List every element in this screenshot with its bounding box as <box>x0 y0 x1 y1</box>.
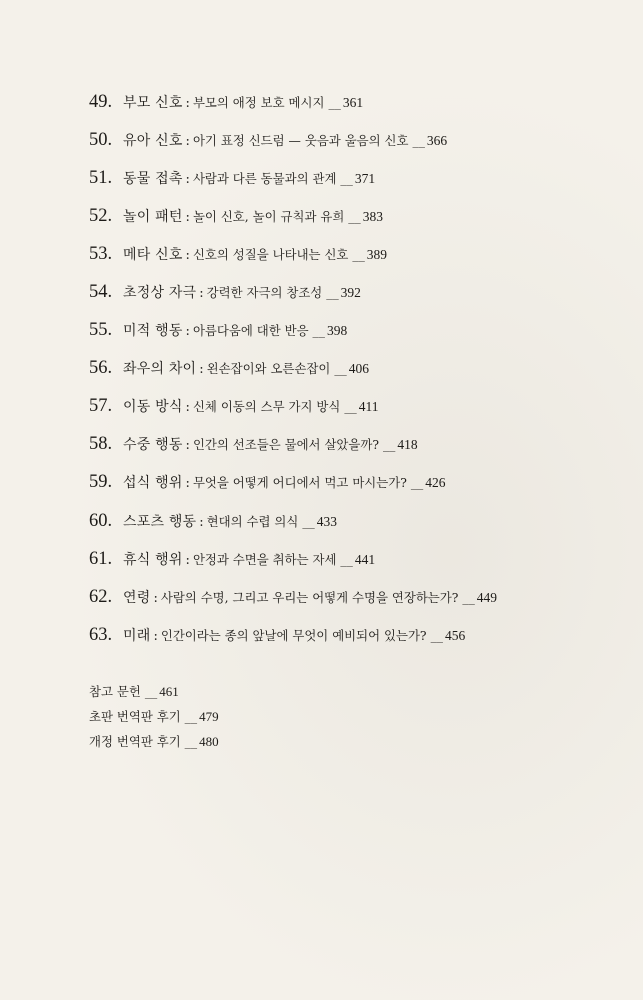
leader: __ <box>184 734 198 749</box>
page-number: 361 <box>342 95 364 110</box>
toc-entry <box>89 587 619 625</box>
leader: __ <box>412 133 425 149</box>
chapter-number: 51. <box>89 168 113 189</box>
page-number: 371 <box>354 171 376 187</box>
chapter-subtitle: 부모의 애정 보호 메시지 <box>192 95 325 110</box>
chapter-title: 초정상 자극 <box>123 285 197 302</box>
chapter-subtitle: 아름다움에 대한 반응 <box>192 323 309 339</box>
back-matter-item <box>89 707 219 732</box>
toc-entry <box>89 130 619 168</box>
chapter-title: 놀이 패턴 <box>123 209 183 226</box>
colon: : <box>185 476 190 492</box>
colon: : <box>185 324 190 340</box>
colon: : <box>185 552 190 568</box>
colon: : <box>185 210 190 226</box>
chapter-subtitle: 사람의 수명, 그리고 우리는 어떻게 수명을 연장하는가? <box>160 589 459 605</box>
toc-entry <box>89 358 619 396</box>
leader: __ <box>348 209 361 225</box>
chapter-subtitle: 왼손잡이와 오른손잡이 <box>206 361 331 377</box>
leader: __ <box>344 399 357 415</box>
chapter-title: 스포츠 행동 <box>123 513 197 530</box>
chapter-title: 수중 행동 <box>123 437 183 454</box>
colon: : <box>185 172 190 188</box>
colon: : <box>153 628 158 644</box>
back-matter-item <box>89 732 219 757</box>
page-number: 433 <box>316 513 337 529</box>
back-matter-label: 개정 번역판 후기 <box>89 734 181 749</box>
leader: __ <box>462 589 475 605</box>
colon: : <box>199 362 204 378</box>
back-matter-list <box>89 682 219 757</box>
leader: __ <box>340 171 353 187</box>
toc-entry <box>89 320 619 358</box>
toc-entry <box>89 244 619 282</box>
colon: : <box>185 96 190 111</box>
chapter-title: 미래 <box>123 627 151 644</box>
page-number: 383 <box>362 209 383 225</box>
page-number: 456 <box>444 627 466 643</box>
chapter-title: 휴식 행위 <box>123 551 183 568</box>
toc-entry <box>89 396 619 434</box>
colon: : <box>199 286 204 302</box>
leader: __ <box>328 95 341 110</box>
chapter-number: 60. <box>89 510 113 531</box>
chapter-subtitle: 신체 이동의 스무 가지 방식 <box>192 399 341 415</box>
chapter-subtitle: 아기 표정 신드럼 — 웃음과 울음의 신호 <box>192 133 409 149</box>
toc-entry <box>89 625 619 663</box>
leader: __ <box>352 247 365 263</box>
chapter-subtitle: 안정과 수면을 취하는 자세 <box>192 551 337 567</box>
chapter-title: 연령 <box>123 589 151 606</box>
colon: : <box>185 438 190 454</box>
chapter-subtitle: 사람과 다른 동물과의 관계 <box>192 171 337 187</box>
toc-entry <box>89 511 619 549</box>
chapter-title: 동물 접촉 <box>123 171 183 188</box>
back-matter-item <box>89 682 219 707</box>
chapter-number: 54. <box>89 282 113 303</box>
page-number: 441 <box>354 551 376 567</box>
leader: __ <box>334 361 347 377</box>
chapter-title: 유아 신호 <box>123 133 183 150</box>
chapter-title: 이동 방식 <box>123 399 183 416</box>
chapter-number: 59. <box>89 472 113 493</box>
table-of-contents <box>89 92 619 663</box>
chapter-subtitle: 놀이 신호, 놀이 규칙과 유희 <box>192 209 345 225</box>
leader: __ <box>326 285 339 301</box>
page-number: 366 <box>426 133 448 149</box>
chapter-number: 52. <box>89 206 113 227</box>
page-number: 411 <box>358 399 379 415</box>
chapter-number: 62. <box>89 586 113 607</box>
page-number: 406 <box>348 361 369 377</box>
colon: : <box>185 248 190 264</box>
page-number: 480 <box>199 734 219 749</box>
colon: : <box>185 134 190 150</box>
chapter-number: 50. <box>89 130 113 151</box>
chapter-number: 57. <box>89 396 113 417</box>
leader: __ <box>312 323 325 339</box>
chapter-subtitle: 현대의 수렵 의식 <box>206 513 299 529</box>
chapter-subtitle: 강력한 자극의 창조성 <box>206 285 323 301</box>
leader: __ <box>302 513 315 529</box>
page-number: 398 <box>326 323 348 339</box>
back-matter-label: 초판 번역판 후기 <box>89 709 181 724</box>
chapter-title: 메타 신호 <box>123 247 183 264</box>
back-matter-label: 참고 문헌 <box>89 684 141 699</box>
leader: __ <box>340 551 353 567</box>
page-number: 479 <box>199 709 219 724</box>
colon: : <box>199 514 204 530</box>
page-number: 426 <box>425 475 446 491</box>
chapter-number: 55. <box>89 320 113 341</box>
toc-entry <box>89 282 619 320</box>
colon: : <box>153 590 158 606</box>
toc-entry <box>89 206 619 244</box>
page-number: 461 <box>159 684 179 699</box>
leader: __ <box>382 437 396 453</box>
colon: : <box>185 400 190 416</box>
chapter-title: 미적 행동 <box>123 323 183 340</box>
leader: __ <box>430 627 443 643</box>
chapter-subtitle: 신호의 성질을 나타내는 신호 <box>192 247 349 263</box>
chapter-subtitle: 무엇을 어떻게 어디에서 먹고 마시는가? <box>192 475 407 491</box>
chapter-title: 부모 신호 <box>123 95 183 111</box>
leader: __ <box>184 709 198 724</box>
leader: __ <box>144 684 158 699</box>
toc-entry <box>89 472 619 510</box>
page-number: 392 <box>340 285 361 301</box>
leader: __ <box>410 475 424 491</box>
toc-entry <box>89 168 619 206</box>
toc-entry <box>89 92 619 130</box>
chapter-number: 49. <box>89 92 113 112</box>
page-number: 449 <box>476 589 498 605</box>
toc-entry <box>89 434 619 472</box>
chapter-number: 58. <box>89 434 113 455</box>
chapter-subtitle: 인간이라는 종의 앞날에 무엇이 예비되어 있는가? <box>160 627 427 643</box>
chapter-title: 좌우의 차이 <box>123 361 197 378</box>
chapter-number: 63. <box>89 624 113 645</box>
page-number: 389 <box>366 247 388 263</box>
chapter-number: 53. <box>89 244 113 265</box>
chapter-subtitle: 인간의 선조들은 물에서 살았을까? <box>192 437 379 453</box>
toc-entry <box>89 549 619 587</box>
chapter-number: 56. <box>89 358 113 379</box>
page-number: 418 <box>397 437 418 453</box>
chapter-number: 61. <box>89 548 113 569</box>
chapter-title: 섭식 행위 <box>123 475 183 492</box>
